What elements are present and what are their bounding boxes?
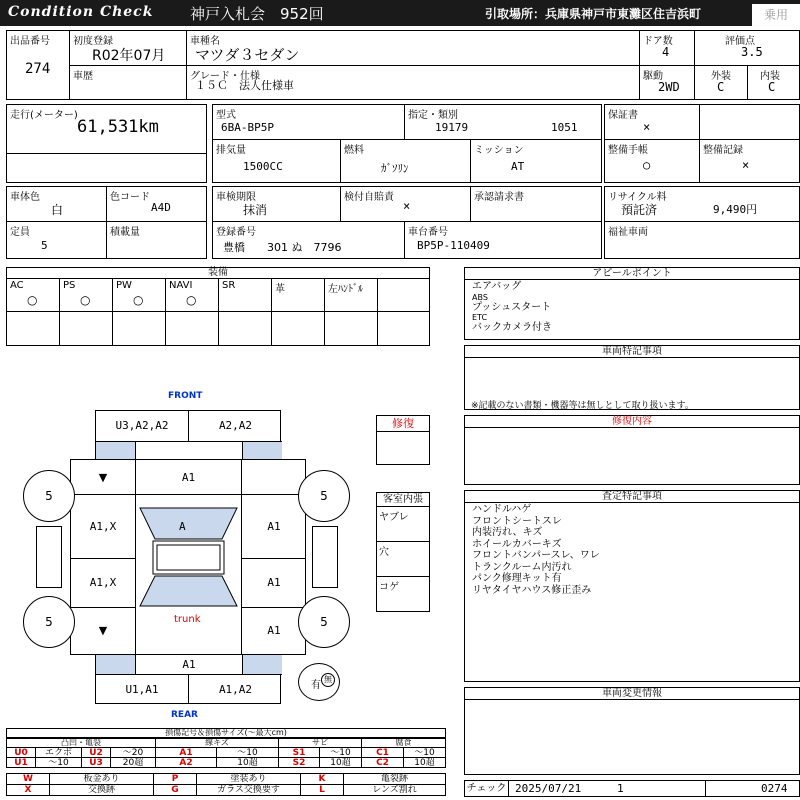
- maint-record-value: ×: [742, 158, 750, 172]
- hood: A1: [136, 460, 241, 495]
- legend-size: 10超: [216, 757, 279, 768]
- special-title: 車両特記事項: [465, 346, 799, 358]
- plate-label: 登録番号: [216, 227, 256, 238]
- equip-blank-5: [165, 311, 219, 346]
- score-cell: [694, 30, 800, 66]
- legend-code: S1: [278, 747, 320, 758]
- headlight-left: [96, 441, 136, 460]
- first-reg-label: 初度登録: [73, 36, 113, 47]
- legend-code: C1: [361, 747, 404, 758]
- equip-ps-mark: ○: [80, 293, 91, 307]
- equip-leather: [271, 278, 325, 312]
- exterior-value: C: [717, 80, 725, 94]
- warranty-blank-cell: [699, 104, 800, 140]
- quarter-left: ▼: [71, 607, 136, 655]
- recycle-status: 預託済: [621, 203, 658, 217]
- equip-leather-label: 革: [275, 284, 285, 295]
- legend-size: 〜10: [216, 747, 279, 758]
- warranty-value: ×: [643, 120, 651, 134]
- legend-code: U2: [81, 747, 111, 758]
- windshield-roof-graphic: [136, 494, 241, 608]
- inspection-note-item: 内装汚れ、キズ: [472, 527, 543, 538]
- legend-size: 〜20: [110, 747, 156, 758]
- color-code-label: 色コード: [110, 192, 150, 203]
- special-box: [464, 345, 800, 410]
- legend-code: U0: [6, 747, 36, 758]
- recycle-cell: [604, 186, 800, 222]
- equip-lhd: [324, 278, 378, 312]
- inspection-note-item: ホイールカバーキズ: [472, 538, 562, 550]
- legend-size: エクボ: [35, 747, 82, 758]
- legend-code: A1: [155, 747, 217, 758]
- equip-blank-3: [59, 311, 113, 346]
- drive-cell: [639, 65, 695, 100]
- inspection-notes-title: 査定特記事項: [465, 491, 799, 503]
- fuel-value: ｶﾞｿﾘﾝ: [381, 162, 409, 175]
- equip-navi-mark: ○: [186, 293, 197, 307]
- mileage-label: 走行(メーター): [10, 110, 78, 121]
- wheel-rear-right: 5: [298, 596, 350, 648]
- front-bumper-right: A2,A2: [218, 419, 253, 432]
- plate-cell: [212, 221, 405, 259]
- equip-ps-label: PS: [63, 280, 76, 291]
- lot-label: 出品番号: [10, 36, 50, 47]
- inspection-value: 抹消: [243, 203, 268, 217]
- taillight-right: [242, 655, 282, 675]
- check-row: [464, 780, 800, 797]
- inspection-note-item: フロントバンパースレ、ワレ: [472, 550, 600, 561]
- drive-label: 駆動: [643, 71, 663, 82]
- trunk-lid: A1: [136, 655, 242, 675]
- chassis-label: 車台番号: [408, 227, 448, 238]
- interior-cell: [747, 65, 800, 100]
- equip-lhd-label: 左ﾊﾝﾄﾞﾙ: [328, 284, 363, 295]
- appeal-list: [465, 280, 799, 334]
- front-door-left: A1,X: [71, 494, 136, 559]
- color-code-cell: [106, 186, 207, 222]
- equip-ac-label: AC: [10, 280, 24, 291]
- color-code-value: A4D: [151, 201, 171, 214]
- repair-content-title: 修復内容: [465, 416, 799, 428]
- roof: A: [179, 520, 186, 533]
- legend-size: 〜10: [35, 757, 82, 768]
- equip-blank-8: [324, 311, 378, 346]
- equip-ac: [6, 278, 60, 312]
- designation-cell: [404, 104, 602, 140]
- cabin-box: [376, 492, 430, 612]
- maint-record-label: 整備記録: [703, 145, 743, 156]
- legend-key-code: W: [6, 773, 50, 785]
- rear-label: REAR: [171, 710, 198, 720]
- equip-navi-label: NAVI: [169, 280, 193, 291]
- type-label: 型式: [216, 110, 236, 121]
- legend-key-code: P: [153, 773, 197, 785]
- legend-key-desc: ガラス交換要す: [196, 784, 301, 796]
- legend-key-code: G: [153, 784, 197, 796]
- right-side-panel: [312, 526, 338, 588]
- doors-cell: [639, 30, 695, 66]
- legend-key-desc: 亀裂跡: [343, 773, 446, 785]
- legend-size: 10超: [319, 757, 362, 768]
- change-info-title: 車両変更情報: [465, 688, 799, 700]
- check-date: 2025/07/21: [515, 782, 582, 795]
- type-value: 6BA-BP5P: [221, 121, 274, 134]
- legend-key-code: L: [300, 784, 344, 796]
- exterior-cell: [694, 65, 748, 100]
- repair-content-box: [464, 415, 800, 485]
- interior-value: C: [768, 80, 776, 94]
- fuel-cell: [340, 139, 471, 183]
- color-value: 白: [51, 203, 64, 217]
- mission-label: ミッション: [474, 145, 524, 156]
- front-fender-left: ▼: [71, 460, 136, 495]
- chassis-cell: [404, 221, 602, 259]
- spare-circle-mark: 無: [321, 673, 335, 687]
- wheel-front-right: 5: [298, 470, 350, 522]
- equip-pw-label: PW: [116, 280, 132, 291]
- displacement-label: 排気量: [216, 145, 246, 156]
- equip-navi: [165, 278, 219, 312]
- legend: [6, 728, 446, 798]
- warranty-label: 保証書: [608, 110, 638, 121]
- spare-tire: [298, 663, 340, 701]
- check-label: チェック: [465, 781, 509, 796]
- wheel-front-left: 5: [23, 470, 75, 522]
- header-bar: [0, 0, 800, 26]
- equip-blank-7: [271, 311, 325, 346]
- legend-key-desc: 交換跡: [49, 784, 154, 796]
- legend-code: A2: [155, 757, 217, 768]
- repair-box: [376, 415, 430, 465]
- exterior-label: 外装: [711, 71, 731, 82]
- equip-sr-label: SR: [222, 280, 236, 291]
- legend-code: U3: [81, 757, 111, 768]
- doors-value: 4: [662, 45, 670, 59]
- equip-blank-2: [6, 311, 60, 346]
- appeal-box: [464, 267, 800, 340]
- change-info-box: [464, 687, 800, 775]
- displacement-cell: [212, 139, 341, 183]
- check-divider: [705, 781, 706, 796]
- cabin-row-hole: 穴: [377, 542, 429, 577]
- manual-label: 整備手帳: [608, 145, 648, 156]
- rear-bumper-left: U1,A1: [96, 675, 189, 704]
- capacity-label: 定員: [10, 227, 30, 238]
- capacity-cell: [6, 221, 107, 259]
- approval-label: 承認請求書: [474, 192, 524, 203]
- appeal-title: アピールポイント: [465, 268, 799, 280]
- equip-sr: [218, 278, 272, 312]
- insurance-value: ×: [403, 199, 411, 213]
- legend-key-desc: レンズ割れ: [343, 784, 446, 796]
- legend-group-dent: 凸凹・亀裂: [6, 738, 156, 748]
- rear-door-right: A1: [241, 558, 306, 608]
- interior-label: 内装: [760, 71, 780, 82]
- front-bumper: [95, 410, 281, 460]
- equip-ps: [59, 278, 113, 312]
- model-label: 車種名: [190, 36, 220, 47]
- history-label: 車歴: [73, 71, 93, 82]
- recycle-label: リサイクル料: [608, 192, 667, 203]
- inspection-note-item: リヤタイヤハウス修正歪み: [472, 584, 592, 596]
- sheet-title: Condition Check: [8, 4, 154, 20]
- legend-size: 10超: [403, 757, 446, 768]
- load-cell: [106, 221, 207, 259]
- chassis-value: BP5P-110409: [417, 239, 490, 252]
- appeal-item: エアバッグ: [472, 281, 522, 292]
- drive-value: 2WD: [658, 80, 680, 94]
- wheel-rear-left: 5: [23, 596, 75, 648]
- legend-group-corrosion: 腐食: [361, 738, 446, 748]
- legend-size: 20超: [110, 757, 156, 768]
- cabin-row-burn: コゲ: [379, 582, 399, 593]
- grade-value: １５Ｃ 法人仕様車: [195, 79, 294, 92]
- inspection-cell: [212, 186, 341, 222]
- doors-label: ドア数: [643, 36, 673, 47]
- insurance-label: 検付自賠責: [344, 192, 394, 203]
- inspection-note-item: ハンドルハゲ: [472, 504, 532, 515]
- equip-blank-4: [112, 311, 166, 346]
- legend-code: C2: [361, 757, 404, 768]
- repair-box-label: 修復: [377, 416, 429, 432]
- check-lot: 0274: [761, 782, 788, 795]
- recycle-fee: 9,490円: [713, 203, 758, 216]
- rear-bumper-right: A1,A2: [218, 683, 253, 696]
- designation-value: 19179: [435, 121, 469, 134]
- equip-ac-mark: ○: [27, 293, 38, 307]
- insurance-cell: [340, 186, 471, 222]
- warranty-cell: [604, 104, 700, 140]
- legend-key-desc: 塗装あり: [196, 773, 301, 785]
- displacement-value: 1500CC: [243, 160, 283, 173]
- welfare-cell: [604, 221, 800, 259]
- legend-size: 〜10: [319, 747, 362, 758]
- appeal-item: プッシュスタート: [472, 301, 552, 313]
- legend-code: S2: [278, 757, 320, 768]
- designation-label: 指定・類別: [408, 110, 458, 121]
- capacity-value: 5: [41, 239, 48, 252]
- score-value: 3.5: [741, 45, 763, 59]
- classification-value: 1051: [551, 121, 578, 134]
- front-fender-right: [241, 460, 306, 495]
- pickup-location: 引取場所：兵庫県神戸市東灘区住吉浜町: [485, 7, 702, 21]
- equipment-title: 装備: [6, 267, 430, 279]
- spare-label: 有: [311, 680, 321, 691]
- auction-name: 神戸入札会 952回: [190, 5, 324, 23]
- approval-cell: [470, 186, 602, 222]
- front-label: FRONT: [168, 391, 203, 401]
- taillight-left: [96, 655, 136, 675]
- left-side-panel: [36, 526, 62, 588]
- model-name: マツダ３セダン: [195, 46, 300, 64]
- equip-blank-1: [377, 278, 430, 312]
- first-reg-cell: [69, 30, 187, 66]
- load-label: 積載量: [110, 227, 140, 238]
- inspection-note-item: パンク修理キット有: [472, 573, 562, 584]
- appeal-item: ABS: [472, 292, 488, 302]
- manual-value: ○: [643, 158, 651, 172]
- equip-pw-mark: ○: [133, 293, 144, 307]
- plate-value: 豊橋 301 ぬ 7796: [223, 241, 342, 254]
- equip-pw: [112, 278, 166, 312]
- equip-blank-9: [377, 311, 430, 346]
- grille: [136, 441, 242, 460]
- welfare-label: 福祉車両: [608, 227, 648, 238]
- rear-door-left: A1,X: [71, 558, 136, 608]
- lot-number: 274: [25, 61, 51, 77]
- cabin-title: 客室内張: [377, 493, 429, 507]
- special-note: ※記載のない書類・機器等は無しとして取り扱います。: [471, 401, 694, 411]
- inspection-note-item: フロントシートスレ: [472, 515, 562, 527]
- front-bumper-left: U3,A2,A2: [96, 411, 189, 441]
- equip-blank-6: [218, 311, 272, 346]
- model-cell: [186, 30, 640, 66]
- type-cell: [212, 104, 405, 140]
- grade-cell: [186, 65, 640, 100]
- trunk-label: trunk: [174, 614, 201, 625]
- equipment-grid: [6, 278, 430, 346]
- maint-record-cell: [699, 139, 800, 183]
- legend-group-rust: サビ: [278, 738, 362, 748]
- check-count: 1: [617, 782, 624, 795]
- vehicle-category: 乗用: [752, 4, 800, 26]
- fuel-label: 燃料: [344, 145, 364, 156]
- inspection-notes-box: [464, 490, 800, 682]
- color-label: 車体色: [10, 192, 40, 203]
- inspection-note-item: トランクルーム内汚れ: [472, 561, 572, 573]
- cabin-row-tear: ヤブレ: [377, 507, 429, 542]
- mission-cell: [470, 139, 602, 183]
- lot-cell: [6, 30, 70, 100]
- car-body: [70, 459, 306, 655]
- legend-title: 損傷記号＆損傷サイズ(〜最大cm): [6, 728, 446, 738]
- rear-bumper: [95, 654, 281, 704]
- front-door-right: A1: [241, 494, 306, 559]
- score-label: 評価点: [725, 36, 755, 47]
- inspection-label: 車検期限: [216, 192, 256, 203]
- appeal-item: バックカメラ付き: [472, 322, 552, 333]
- legend-key-code: X: [6, 784, 50, 796]
- legend-group-scratch: 線キズ: [155, 738, 279, 748]
- legend-key-code: K: [300, 773, 344, 785]
- manual-cell: [604, 139, 700, 183]
- legend-size: 〜10: [403, 747, 446, 758]
- mileage-value: 61,531km: [77, 117, 159, 137]
- appeal-item: ETC: [472, 313, 488, 322]
- history-cell: [69, 65, 187, 100]
- color-cell: [6, 186, 107, 222]
- first-reg-value: R02年07月: [92, 48, 166, 64]
- mileage-sub-cell: [6, 153, 207, 183]
- grade-label: グレード・仕様: [190, 71, 260, 82]
- legend-code: U1: [6, 757, 36, 768]
- legend-key-desc: 板金あり: [49, 773, 154, 785]
- mission-value: AT: [511, 160, 525, 173]
- headlight-right: [242, 441, 282, 460]
- mileage-cell: [6, 104, 207, 154]
- quarter-right: A1: [241, 607, 306, 655]
- inspection-notes-list: [465, 503, 799, 596]
